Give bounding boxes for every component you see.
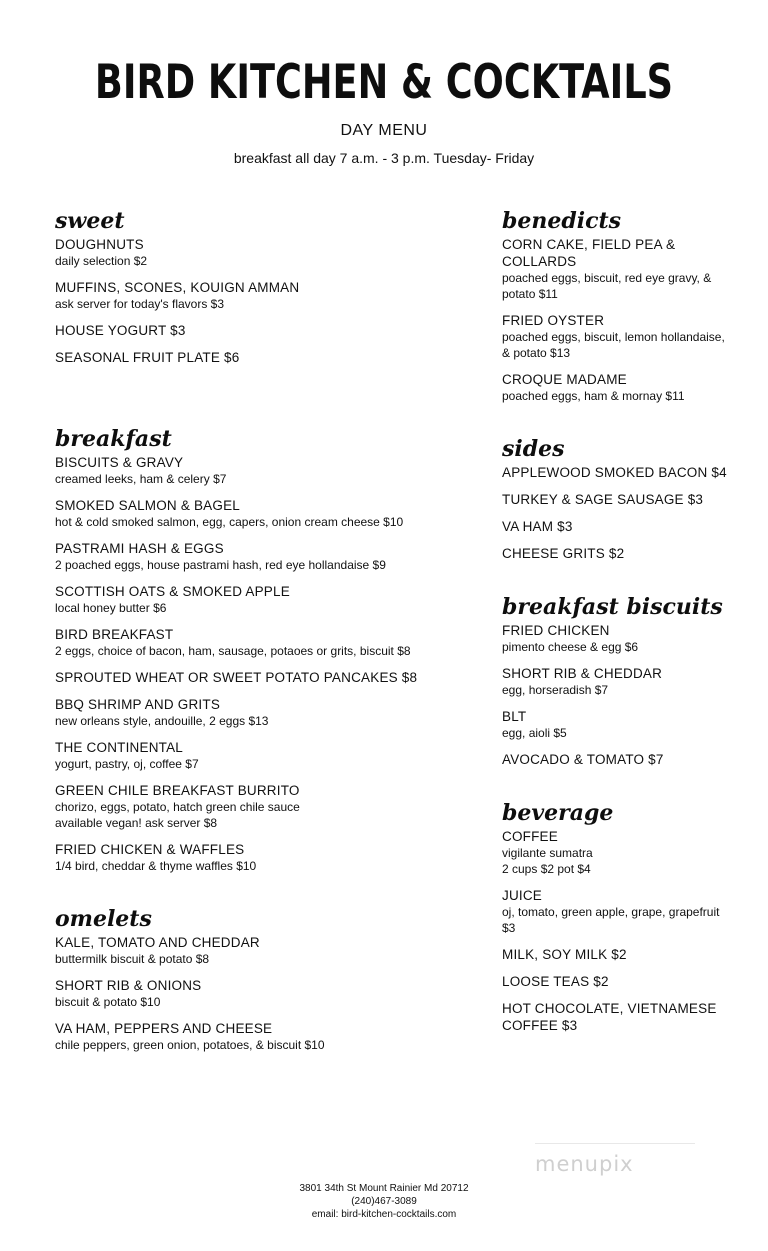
item-name: MUFFINS, SCONES, KOUIGN AMMAN <box>55 280 300 295</box>
item-desc: local honey butter $6 <box>55 601 167 615</box>
item-desc: daily selection $2 <box>55 254 148 268</box>
item-name: FRIED CHICKEN <box>502 623 610 638</box>
menu-item <box>502 751 727 768</box>
menu-header <box>0 55 768 167</box>
section-heading-sweet: sweet <box>55 208 125 234</box>
menu-item <box>55 696 455 729</box>
watermark-logo: menupix <box>535 1152 634 1176</box>
menu-item <box>55 934 455 967</box>
item-name: SCOTTISH OATS & SMOKED APPLE <box>55 584 290 599</box>
menu-item <box>502 887 727 936</box>
item-desc: egg, horseradish $7 <box>502 683 609 697</box>
menu-item <box>502 665 727 698</box>
menu-item <box>502 236 727 302</box>
item-desc: egg, aioli $5 <box>502 726 567 740</box>
item-name: COFFEE <box>502 829 558 844</box>
section-spacer <box>55 376 455 426</box>
section-heading-omelets: omelets <box>55 906 152 932</box>
item-name: JUICE <box>502 888 543 903</box>
menu-item <box>55 626 455 659</box>
menu-item <box>55 349 455 366</box>
menu-item <box>55 322 455 339</box>
menu-item <box>502 491 727 508</box>
menu-item <box>55 841 455 874</box>
item-desc: poached eggs, biscuit, lemon hollandaise, & potato $13 <box>502 330 725 360</box>
section-heading-breakfast-biscuits: breakfast biscuits <box>502 594 723 620</box>
item-name: SMOKED SALMON & BAGEL <box>55 498 240 513</box>
item-name: KALE, TOMATO AND CHEDDAR <box>55 935 260 950</box>
item-desc: yogurt, pastry, oj, coffee $7 <box>55 757 199 771</box>
item-name: PASTRAMI HASH & EGGS <box>55 541 224 556</box>
item-desc: ask server for today's flavors $3 <box>55 297 225 311</box>
item-desc: creamed leeks, ham & celery $7 <box>55 472 227 486</box>
menu-item <box>55 540 455 573</box>
item-name: MILK, SOY MILK $2 <box>502 947 627 962</box>
section-spacer <box>55 884 455 906</box>
item-desc: poached eggs, biscuit, red eye gravy, & potato $11 <box>502 271 712 301</box>
menu-item <box>55 669 455 686</box>
menu-item <box>55 454 455 487</box>
item-desc: poached eggs, ham & mornay $11 <box>502 389 685 403</box>
item-desc: 2 cups $2 pot $4 <box>502 862 591 876</box>
item-desc: chile peppers, green onion, potatoes, & biscuit $10 <box>55 1038 325 1052</box>
item-name: VA HAM, PEPPERS AND CHEESE <box>55 1021 273 1036</box>
item-name: CROQUE MADAME <box>502 372 627 387</box>
item-desc: chorizo, eggs, potato, hatch green chile sauce <box>55 800 300 814</box>
item-name: AVOCADO & TOMATO $7 <box>502 752 664 767</box>
item-name: APPLEWOOD SMOKED BACON $4 <box>502 465 727 480</box>
menu-item <box>55 279 455 312</box>
item-name: SPROUTED WHEAT OR SWEET POTATO PANCAKES $8 <box>55 670 418 685</box>
menu-item <box>502 518 727 535</box>
item-name: BIRD BREAKFAST <box>55 627 174 642</box>
menu-item <box>502 312 727 361</box>
watermark-divider <box>535 1143 695 1144</box>
menu-item <box>502 371 727 404</box>
item-desc: hot & cold smoked salmon, egg, capers, onion cream cheese $10 <box>55 515 404 529</box>
item-name: BBQ SHRIMP AND GRITS <box>55 697 221 712</box>
section-spacer <box>502 414 727 436</box>
item-name: CHEESE GRITS $2 <box>502 546 625 561</box>
section-heading-sides: sides <box>502 436 565 462</box>
item-desc: biscuit & potato $10 <box>55 995 161 1009</box>
item-desc: new orleans style, andouille, 2 eggs $13 <box>55 714 269 728</box>
item-desc: available vegan! ask server $8 <box>55 816 218 830</box>
footer-address: 3801 34th St Mount Rainier Md 20712 <box>299 1183 469 1194</box>
menu-subtitle: DAY MENU <box>340 122 428 139</box>
menu-item <box>55 1020 455 1053</box>
item-name: CORN CAKE, FIELD PEA & COLLARDS <box>502 237 676 269</box>
item-name: VA HAM $3 <box>502 519 573 534</box>
menu-item <box>502 946 727 963</box>
item-name: TURKEY & SAGE SAUSAGE $3 <box>502 492 704 507</box>
item-desc: pimento cheese & egg $6 <box>502 640 639 654</box>
item-desc: buttermilk biscuit & potato $8 <box>55 952 210 966</box>
item-name: HOUSE YOGURT $3 <box>55 323 186 338</box>
section-heading-breakfast: breakfast <box>55 426 172 452</box>
menu-item <box>502 1000 727 1034</box>
item-desc: 1/4 bird, cheddar & thyme waffles $10 <box>55 859 257 873</box>
left-column <box>55 208 455 1063</box>
menu-item <box>55 236 455 269</box>
menu-item <box>502 464 727 481</box>
menu-item <box>55 583 455 616</box>
item-name: SEASONAL FRUIT PLATE $6 <box>55 350 240 365</box>
section-spacer <box>502 572 727 594</box>
item-name: HOT CHOCOLATE, VIETNAMESE COFFEE $3 <box>502 1001 717 1033</box>
item-name: BISCUITS & GRAVY <box>55 455 184 470</box>
item-desc: vigilante sumatra <box>502 846 593 860</box>
menu-item <box>502 973 727 990</box>
item-name: DOUGHNUTS <box>55 237 144 252</box>
item-name: FRIED OYSTER <box>502 313 605 328</box>
menu-item <box>55 977 455 1010</box>
menu-item <box>55 782 455 831</box>
menu-hours: breakfast all day 7 a.m. - 3 p.m. Tuesday- Friday <box>233 150 535 166</box>
section-spacer <box>502 778 727 800</box>
menu-footer <box>0 1182 768 1221</box>
right-column <box>502 208 727 1044</box>
footer-phone: (240)467-3089 <box>351 1196 417 1207</box>
item-name: SHORT RIB & ONIONS <box>55 978 202 993</box>
section-heading-benedicts: benedicts <box>502 208 622 234</box>
menu-item <box>502 708 727 741</box>
item-name: BLT <box>502 709 527 724</box>
section-heading-beverage: beverage <box>502 800 614 826</box>
item-name: SHORT RIB & CHEDDAR <box>502 666 663 681</box>
menu-item <box>502 828 727 877</box>
item-desc: 2 eggs, choice of bacon, ham, sausage, potaoes or grits, biscuit $8 <box>55 644 411 658</box>
restaurant-title: BIRD KITCHEN & COCKTAILS <box>94 55 674 110</box>
item-name: FRIED CHICKEN & WAFFLES <box>55 842 245 857</box>
item-name: THE CONTINENTAL <box>55 740 184 755</box>
menu-item <box>55 739 455 772</box>
menu-item <box>55 497 455 530</box>
menu-item <box>502 545 727 562</box>
menu-item <box>502 622 727 655</box>
item-name: GREEN CHILE BREAKFAST BURRITO <box>55 783 300 798</box>
item-desc: oj, tomato, green apple, grape, grapefruit $3 <box>502 905 720 935</box>
item-desc: 2 poached eggs, house pastrami hash, red eye hollandaise $9 <box>55 558 386 572</box>
item-name: LOOSE TEAS $2 <box>502 974 609 989</box>
footer-email: email: bird-kitchen-cocktails.com <box>311 1209 457 1220</box>
